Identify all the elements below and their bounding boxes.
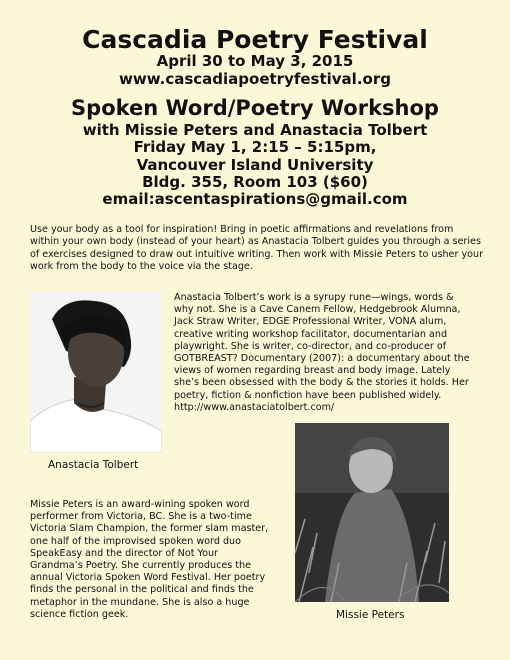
workshop-datetime: Friday May 1, 2:15 – 5:15pm, [133, 138, 377, 156]
peters-caption: Missie Peters [336, 609, 405, 621]
workshop-room-price: Bldg. 355, Room 103 ($60) [142, 173, 368, 191]
contact-email[interactable]: email:ascentaspirations@gmail.com [102, 190, 408, 208]
festival-title: Cascadia Poetry Festival [82, 25, 428, 54]
workshop-title: Spoken Word/Poetry Workshop [71, 96, 439, 120]
tolbert-caption: Anastacia Tolbert [48, 459, 139, 471]
festival-website[interactable]: www.cascadiapoetryfestival.org [119, 70, 391, 88]
workshop-venue: Vancouver Island University [136, 156, 374, 174]
workshop-hosts: with Missie Peters and Anastacia Tolbert [82, 121, 428, 139]
workshop-description: Use your body as a tool for inspiration! Bring in poetic affirmations and revelations from within your own body (instead of your heart) as Anastacia Tolbert guides you through a series of exercises designed to draw out intuitive writing. Then work with Missie Peters to usher your work from the body to the voice via the stage. [30, 224, 484, 272]
peters-photo [295, 423, 449, 602]
tolbert-bio: Anastacia Tolbert’s work is a syrupy rune—wings, words & why not. She is a Cave Canem Fellow, Hedgebrook Alumna, Jack Straw Writer, EDGE Professional Writer, VONA alum, creative writing workshop facilitator, documentarian and playwright. She is writer, co-director, and co-producer of GOTBREAST? Documentary (2007): a documentary about the views of women regarding breast and body image. Lately she’s been obsessed with the body & the stories it holds. Her poetry, fiction & nonfiction have been published widely. http://www.anastaciatolbert.com/ [174, 292, 470, 413]
tolbert-photo [30, 291, 162, 453]
festival-dates: April 30 to May 3, 2015 [156, 52, 354, 70]
peters-bio: Missie Peters is an award-wining spoken word performer from Victoria, BC. She is a two-time Victoria Slam Champion, the former slam master, one half of the improvised spoken word duo SpeakEasy and the director of Not Your Grandma’s Poetry. She currently produces the annual Victoria Spoken Word Festival. Her poetry finds the personal in the political and finds the metaphor in the mundane. She is also a huge science fiction geek. [30, 499, 269, 620]
